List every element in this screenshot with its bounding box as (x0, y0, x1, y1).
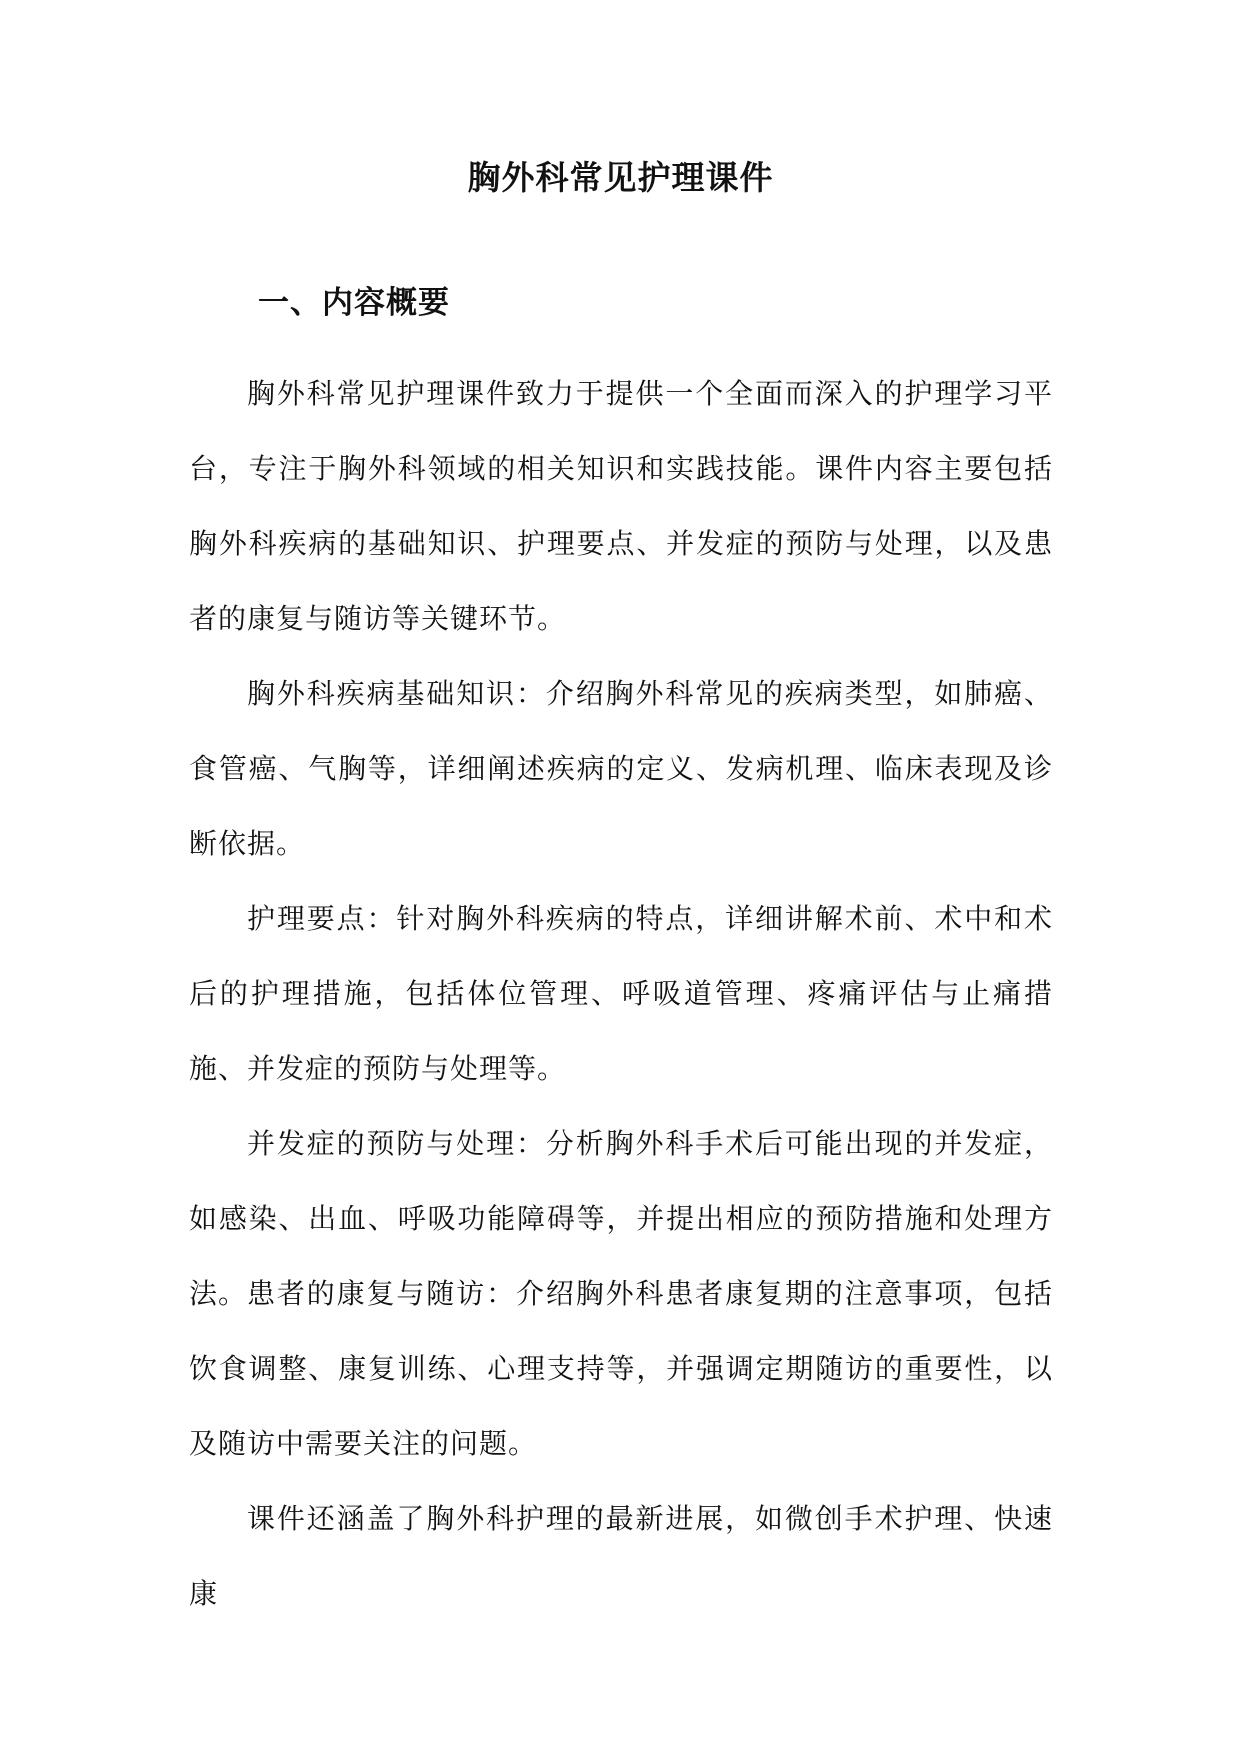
section-heading: 一、内容概要 (258, 285, 450, 321)
paragraph-rehabilitation: 患者的康复与随访：介绍胸外科患者康复期的注意事项，包括饮食调整、康复训练、心理支持等，并强调定期随访的重要性，以及随访中需要关注的问题。 (189, 1277, 1053, 1460)
paragraph-disease-basics: 胸外科疾病基础知识：介绍胸外科常见的疾病类型，如肺癌、食管癌、气胸等，详细阐述疾病的定义、发病机理、临床表现及诊断依据。 (189, 677, 1053, 860)
document-title: 胸外科常见护理课件 (467, 158, 774, 197)
paragraph-latest-progress: 课件还涵盖了胸外科护理的最新进展，如微创手术护理、快速康 (189, 1502, 1053, 1610)
paragraph-nursing-points: 护理要点：针对胸外科疾病的特点，详细讲解术前、术中和术后的护理措施，包括体位管理、呼吸道管理、疼痛评估与止痛措施、并发症的预防与处理等。 (189, 902, 1053, 1085)
paragraph-complications: 并发症的预防与处理：分析胸外科手术后可能出现的并发症，如感染、出血、呼吸功能障碍等，并提出相应的预防措施和处理方法。 (189, 1127, 1053, 1310)
paragraph-overview: 胸外科常见护理课件致力于提供一个全面而深入的护理学习平台，专注于胸外科领域的相关知识和实践技能。课件内容主要包括胸外科疾病的基础知识、护理要点、并发症的预防与处理，以及患者的康复与随访等关键环节。 (189, 377, 1053, 635)
